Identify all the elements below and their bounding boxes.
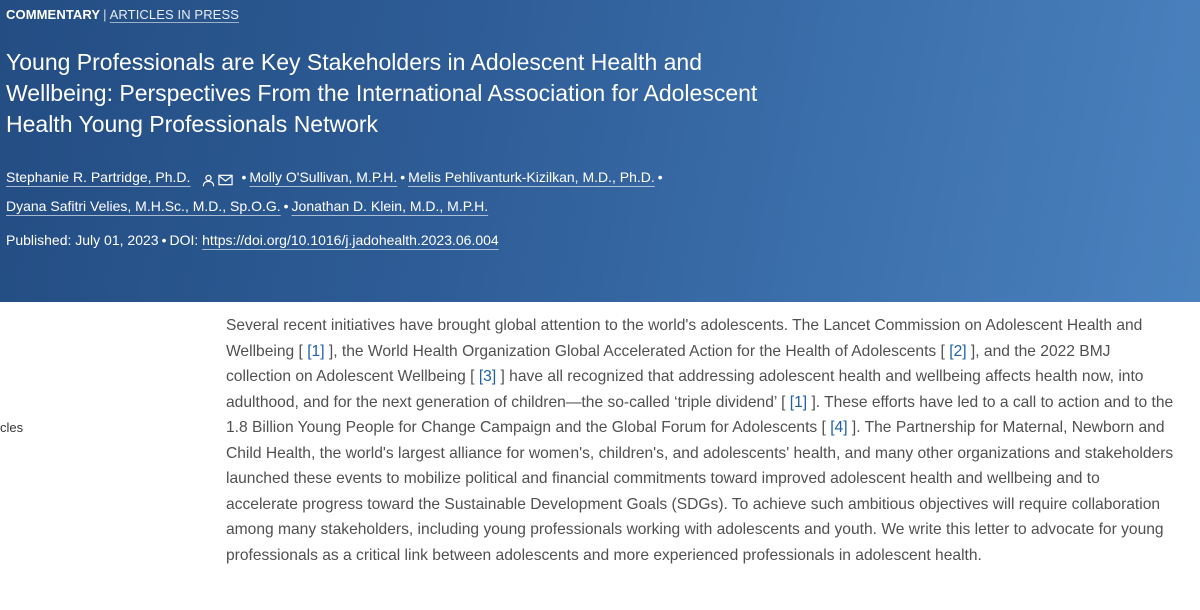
person-icon[interactable] [202,174,215,187]
body-text-segment: Several recent initiatives have brought global attention to the world's adolescents. The Lancet Commission on Adolescent Health and Wellbeing [ [226,317,1143,360]
body-text-segment: ] have all recognized that addressing adolescent health and wellbeing affects health now, into adulthood, and for the next generation of children—the so-called ‘triple dividend’ [ [226,368,1144,411]
body-text-segment: ], and the 2022 BMJ collection on Adolescent Wellbeing [ [226,342,1111,385]
article-type: COMMENTARY [6,7,101,22]
article-header [0,0,1200,302]
doi-label: DOI: [169,232,199,248]
article-title: Young Professionals are Key Stakeholders in Adolescent Health and Wellbeing: Perspectives From the International Association for Adolescent Health Young Professionals Network [6,49,758,137]
kicker-separator: | [103,7,107,22]
author-link-klein[interactable]: Jonathan D. Klein, M.D., M.P.H. [291,198,489,214]
envelope-icon[interactable] [218,174,233,186]
body-text-segment: ]. These efforts have led to a call to action and to the 1.8 Billion Young People for Change Campaign and the Global Forum for Adolescents [ [226,393,1174,436]
published-date: Published: July 01, 2023 [6,232,159,248]
author-separator: • [241,169,247,185]
author-link-pehlivanturk[interactable]: Melis Pehlivanturk-Kizilkan, M.D., Ph.D. [408,169,655,185]
published-separator: • [161,232,167,248]
author-separator: • [657,169,663,185]
author-contact-icons [202,166,236,193]
author-separator: • [400,169,406,185]
author-separator: • [283,198,289,214]
reference-link-4[interactable]: [4] [830,419,848,436]
articles-in-press-link[interactable]: ARTICLES IN PRESS [109,7,239,22]
reference-link-1-repeat[interactable]: [1] [789,393,808,411]
author-link-partridge[interactable]: Stephanie R. Partridge, Ph.D. [6,169,191,185]
author-link-velies[interactable]: Dyana Safitri Velies, M.H.Sc., M.D., Sp.O.G. [6,198,281,214]
reference-link-1[interactable]: [1] [307,342,325,360]
reference-link-3[interactable]: [3] [478,368,497,385]
article-body-paragraph [226,313,1176,568]
body-text-segment: ]. The Partnership for Maternal, Newborn and Child Health, the world's largest alliance for women's, children's, and adolescents' health, and many other organizations and stakeholders launched these events to mobilize political and financial commitments toward improved adolescent health and wellbeing and to accelerate progress toward the Sustainable Development Goals (SDGs). To achieve such ambitious objectives will require collaboration among many stakeholders, including young professionals working with adolescents and youth. We write this letter to advocate for young professionals as a critical link between adolescents and more experienced professionals in adolescent health. [226,419,1174,564]
author-list [6,164,786,220]
sidebar-fragment[interactable]: cles [0,420,24,435]
publication-info [6,232,499,248]
author-link-osullivan[interactable]: Molly O'Sullivan, M.P.H. [249,169,398,185]
body-text-segment: ], the World Health Organization Global Accelerated Action for the Health of Adolescents [ [324,342,950,360]
reference-link-2[interactable]: [2] [949,342,967,360]
doi-link[interactable]: https://doi.org/10.1016/j.jadohealth.2023.06.004 [202,232,499,248]
article-kicker [6,7,239,22]
